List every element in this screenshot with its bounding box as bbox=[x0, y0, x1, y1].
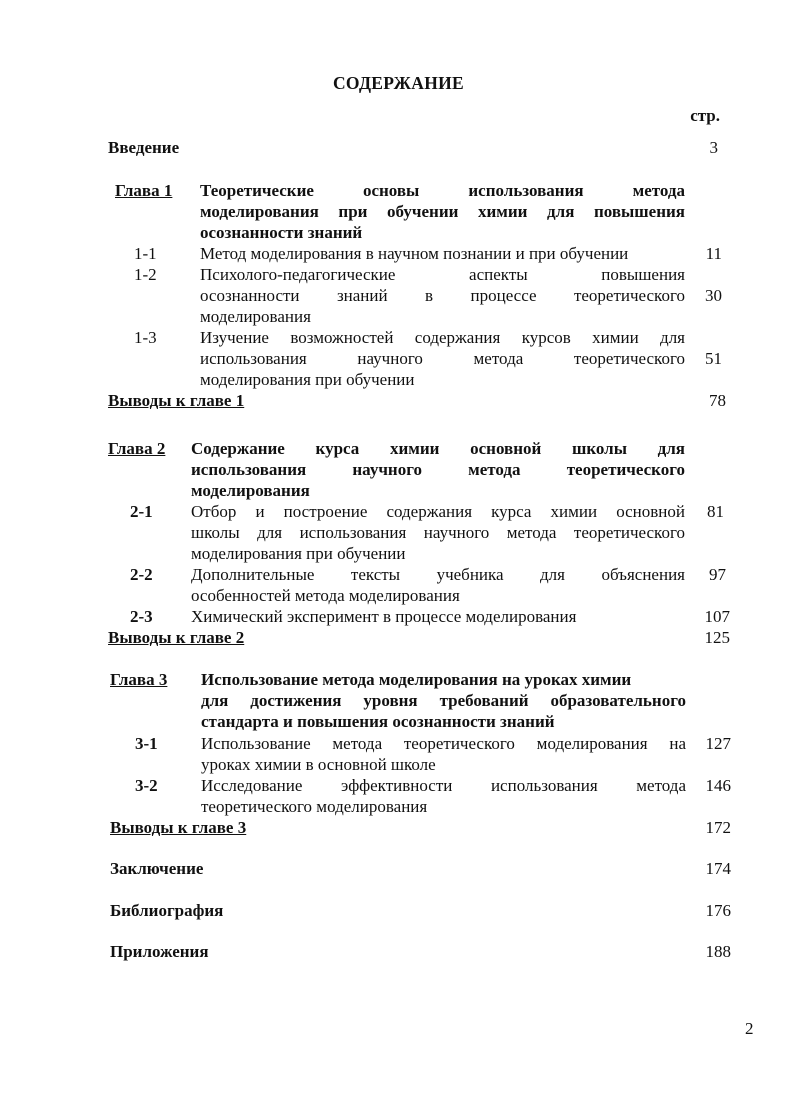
section-1-2-line-1: Психолого-педагогические аспекты повышения bbox=[200, 265, 685, 284]
section-1-1-number: 1-1 bbox=[134, 244, 157, 263]
chapter1-conclusion-label: Выводы к главе 1 bbox=[108, 391, 245, 410]
toc-conclusion-page: 174 bbox=[705, 859, 731, 878]
page-number: 2 bbox=[745, 1019, 754, 1038]
section-3-2-page: 146 bbox=[705, 776, 731, 795]
section-2-1-number: 2-1 bbox=[130, 502, 153, 521]
section-2-2-page: 97 bbox=[709, 565, 726, 584]
section-2-2-line-2: особенностей метода моделирования bbox=[191, 586, 460, 605]
section-1-2-line-2: осознанности знаний в процессе теоретического bbox=[200, 286, 685, 305]
page-column-label: стр. bbox=[690, 106, 720, 125]
section-3-1-number: 3-1 bbox=[135, 734, 158, 753]
chapter3-label: Глава 3 bbox=[110, 670, 168, 689]
toc-intro-page: 3 bbox=[709, 138, 718, 157]
toc-appendices-page: 188 bbox=[705, 942, 731, 961]
chapter3-title-line-1: Использование метода моделирования на уроках химии bbox=[201, 670, 632, 689]
section-1-3-line-2: использования научного метода теоретического bbox=[200, 349, 685, 368]
section-1-2-line-3: моделирования bbox=[200, 307, 311, 326]
toc-conclusion-label: Заключение bbox=[110, 859, 204, 878]
chapter3-title-line-3: стандарта и повышения осознанности знаний bbox=[201, 712, 555, 731]
section-3-1-line-1: Использование метода теоретического моделирования на bbox=[201, 734, 686, 753]
section-3-2-line-1: Исследование эффективности использования метода bbox=[201, 776, 686, 795]
section-2-2-line-1: Дополнительные тексты учебника для объяснения bbox=[191, 565, 685, 584]
chapter1-title-line-2: моделирования при обучении химии для повышения bbox=[200, 202, 685, 221]
chapter1-title-line-3: осознанности знаний bbox=[200, 223, 363, 242]
section-1-3-page: 51 bbox=[705, 349, 722, 368]
section-1-3-number: 1-3 bbox=[134, 328, 157, 347]
chapter2-title-line-3: моделирования bbox=[191, 481, 310, 500]
chapter2-label: Глава 2 bbox=[108, 439, 166, 458]
section-2-1-line-3: моделирования при обучении bbox=[191, 544, 406, 563]
section-3-1-line-2: уроках химии в основной школе bbox=[201, 755, 436, 774]
toc-appendices-label: Приложения bbox=[110, 942, 209, 961]
chapter3-conclusion-page: 172 bbox=[705, 818, 731, 837]
document-title: СОДЕРЖАНИЕ bbox=[332, 73, 464, 93]
toc-bibliography-page: 176 bbox=[705, 901, 731, 920]
section-2-3-number: 2-3 bbox=[130, 607, 153, 626]
section-1-3-line-1: Изучение возможностей содержания курсов химии для bbox=[200, 328, 685, 347]
chapter3-conclusion-label: Выводы к главе 3 bbox=[110, 818, 247, 837]
section-3-1-page: 127 bbox=[705, 734, 731, 753]
section-2-3-page: 107 bbox=[704, 607, 730, 626]
section-1-2-page: 30 bbox=[705, 286, 722, 305]
chapter1-conclusion-page: 78 bbox=[709, 391, 726, 410]
chapter1-label: Глава 1 bbox=[115, 181, 173, 200]
section-2-1-line-2: школы для использования научного метода теоретического bbox=[191, 523, 685, 542]
chapter3-title-line-2: для достижения уровня требований образовательного bbox=[201, 691, 686, 710]
chapter2-conclusion-label: Выводы к главе 2 bbox=[108, 628, 245, 647]
section-3-2-number: 3-2 bbox=[135, 776, 158, 795]
chapter2-title-line-1: Содержание курса химии основной школы для bbox=[191, 439, 685, 458]
section-1-1-title: Метод моделирования в научном познании и при обучении bbox=[200, 244, 629, 263]
toc-bibliography-label: Библиография bbox=[110, 901, 224, 920]
chapter2-conclusion-page: 125 bbox=[704, 628, 730, 647]
chapter1-title-line-1: Теоретические основы использования метода bbox=[200, 181, 685, 200]
section-1-2-number: 1-2 bbox=[134, 265, 157, 284]
chapter2-title-line-2: использования научного метода теоретического bbox=[191, 460, 685, 479]
section-1-3-line-3: моделирования при обучении bbox=[200, 370, 415, 389]
section-2-1-page: 81 bbox=[707, 502, 724, 521]
section-2-2-number: 2-2 bbox=[130, 565, 153, 584]
section-1-1-page: 11 bbox=[705, 244, 722, 263]
section-2-3-title: Химический эксперимент в процессе моделирования bbox=[191, 607, 577, 626]
section-3-2-line-2: теоретического моделирования bbox=[201, 797, 428, 816]
toc-intro-label: Введение bbox=[108, 138, 180, 157]
section-2-1-line-1: Отбор и построение содержания курса химии основной bbox=[191, 502, 685, 521]
